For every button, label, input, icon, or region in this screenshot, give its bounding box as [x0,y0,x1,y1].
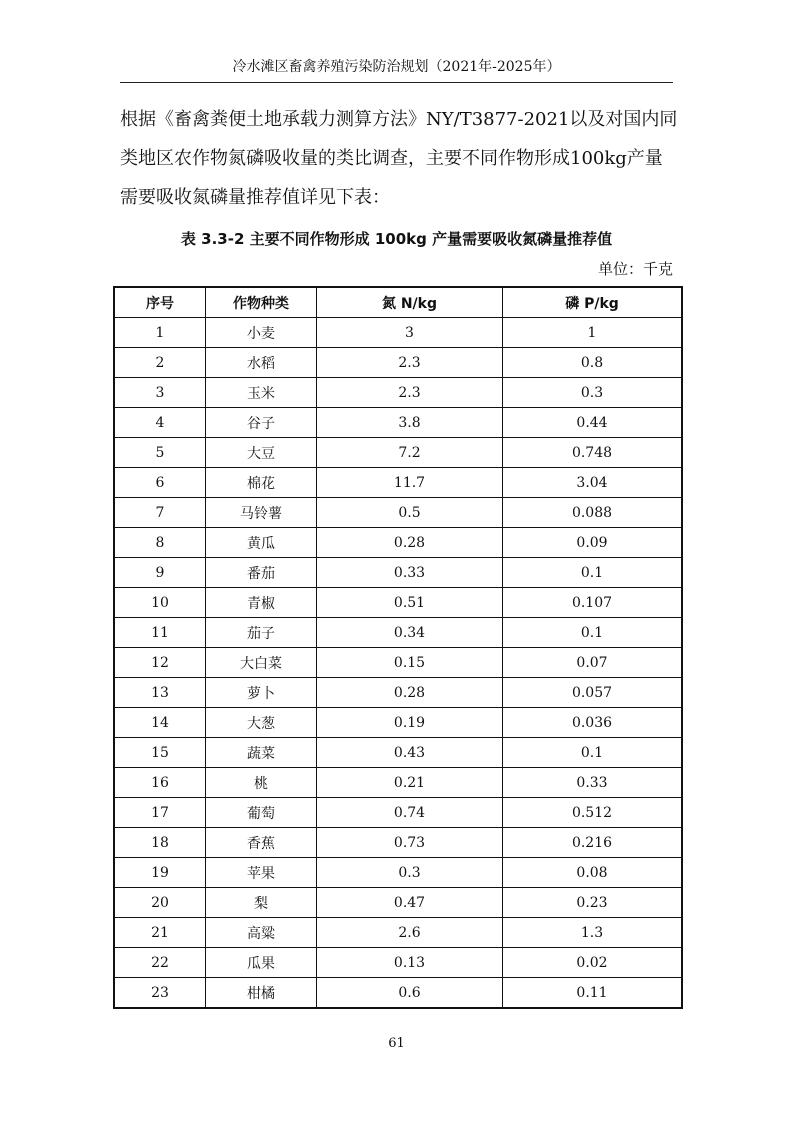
cell-phosphorus: 0.1 [503,618,683,648]
cell-phosphorus: 0.8 [503,348,683,378]
table-row [114,648,682,678]
cell-index: 2 [114,348,206,378]
cell-crop: 青椒 [206,588,317,618]
cell-index: 17 [114,798,206,828]
column-header-nitrogen: 氮 N/kg [317,287,503,318]
cell-index: 8 [114,528,206,558]
cell-phosphorus: 0.088 [503,498,683,528]
column-header-crop: 作物种类 [206,287,317,318]
cell-crop: 茄子 [206,618,317,648]
table-unit-note: 单位：千克 [597,260,673,278]
cell-crop: 萝卜 [206,678,317,708]
cell-phosphorus: 0.512 [503,798,683,828]
cell-crop: 水稻 [206,348,317,378]
cell-nitrogen: 0.43 [317,738,503,768]
table-row [114,318,682,348]
cell-crop: 葡萄 [206,798,317,828]
cell-index: 9 [114,558,206,588]
cell-phosphorus: 0.107 [503,588,683,618]
cell-phosphorus: 0.08 [503,858,683,888]
table-row [114,348,682,378]
body-paragraph: 根据《畜禽粪便土地承载力测算方法》NY/T3877-2021以及对国内同类地区农作物氮磷吸收量的类比调查，主要不同作物形成100kg产量需要吸收氮磷量推荐值详见下表： [120,109,678,208]
cell-nitrogen: 0.3 [317,858,503,888]
cell-index: 3 [114,378,206,408]
table-row [114,978,682,1009]
table-row [114,948,682,978]
cell-nitrogen: 0.13 [317,948,503,978]
cell-index: 13 [114,678,206,708]
cell-crop: 大葱 [206,708,317,738]
cell-crop: 玉米 [206,378,317,408]
cell-nitrogen: 0.47 [317,888,503,918]
cell-phosphorus: 0.1 [503,558,683,588]
cell-nitrogen: 0.33 [317,558,503,588]
cell-phosphorus: 0.11 [503,978,683,1009]
page-number: 61 [388,1036,405,1051]
cell-nitrogen: 0.73 [317,828,503,858]
cell-crop: 柑橘 [206,978,317,1009]
cell-nitrogen: 0.15 [317,648,503,678]
cell-nitrogen: 0.5 [317,498,503,528]
table-row [114,918,682,948]
cell-nitrogen: 3 [317,318,503,348]
column-header-index: 序号 [114,287,206,318]
cell-nitrogen: 11.7 [317,468,503,498]
cell-index: 12 [114,648,206,678]
cell-index: 7 [114,498,206,528]
cell-phosphorus: 0.09 [503,528,683,558]
cell-crop: 番茄 [206,558,317,588]
table-row [114,888,682,918]
cell-crop: 大豆 [206,438,317,468]
cell-nitrogen: 0.74 [317,798,503,828]
cell-phosphorus: 0.1 [503,738,683,768]
cell-index: 10 [114,588,206,618]
cell-index: 20 [114,888,206,918]
cell-crop: 小麦 [206,318,317,348]
table-row [114,828,682,858]
cell-index: 21 [114,918,206,948]
cell-index: 22 [114,948,206,978]
table-row [114,468,682,498]
table-row [114,858,682,888]
cell-nitrogen: 0.28 [317,528,503,558]
column-header-phosphorus: 磷 P/kg [503,287,683,318]
running-header: 冷水滩区畜禽养殖污染防治规划（2021年-2025年） [120,56,673,83]
table-row [114,558,682,588]
table-header-row [114,287,682,318]
cell-phosphorus: 0.3 [503,378,683,408]
cell-crop: 瓜果 [206,948,317,978]
cell-nitrogen: 0.28 [317,678,503,708]
cell-nitrogen: 3.8 [317,408,503,438]
cell-phosphorus: 1 [503,318,683,348]
cell-nitrogen: 0.6 [317,978,503,1009]
table-row [114,378,682,408]
cell-phosphorus: 3.04 [503,468,683,498]
cell-phosphorus: 0.057 [503,678,683,708]
cell-index: 23 [114,978,206,1009]
table-row [114,438,682,468]
table-row [114,588,682,618]
cell-crop: 苹果 [206,858,317,888]
cell-phosphorus: 0.748 [503,438,683,468]
table-row [114,708,682,738]
table-row [114,408,682,438]
cell-index: 4 [114,408,206,438]
cell-nitrogen: 2.3 [317,348,503,378]
cell-phosphorus: 0.216 [503,828,683,858]
cell-index: 19 [114,858,206,888]
cell-nitrogen: 0.21 [317,768,503,798]
cell-crop: 蔬菜 [206,738,317,768]
table-row [114,738,682,768]
cell-index: 16 [114,768,206,798]
cell-crop: 大白菜 [206,648,317,678]
cell-index: 1 [114,318,206,348]
cell-nitrogen: 7.2 [317,438,503,468]
table-row [114,678,682,708]
nutrient-uptake-table [113,286,683,1009]
cell-phosphorus: 0.44 [503,408,683,438]
cell-index: 11 [114,618,206,648]
cell-phosphorus: 0.23 [503,888,683,918]
cell-crop: 高粱 [206,918,317,948]
cell-phosphorus: 1.3 [503,918,683,948]
cell-phosphorus: 0.07 [503,648,683,678]
table-row [114,768,682,798]
cell-crop: 桃 [206,768,317,798]
cell-crop: 棉花 [206,468,317,498]
cell-nitrogen: 2.6 [317,918,503,948]
cell-crop: 梨 [206,888,317,918]
cell-crop: 马铃薯 [206,498,317,528]
table-row [114,528,682,558]
cell-crop: 黄瓜 [206,528,317,558]
table-caption: 表 3.3-2 主要不同作物形成 100kg 产量需要吸收氮磷量推荐值 [180,230,613,248]
cell-nitrogen: 0.34 [317,618,503,648]
cell-nitrogen: 2.3 [317,378,503,408]
cell-phosphorus: 0.02 [503,948,683,978]
table-row [114,798,682,828]
cell-index: 15 [114,738,206,768]
cell-index: 5 [114,438,206,468]
cell-index: 18 [114,828,206,858]
cell-crop: 香蕉 [206,828,317,858]
table-row [114,498,682,528]
cell-index: 6 [114,468,206,498]
cell-phosphorus: 0.036 [503,708,683,738]
cell-index: 14 [114,708,206,738]
cell-phosphorus: 0.33 [503,768,683,798]
cell-nitrogen: 0.51 [317,588,503,618]
cell-crop: 谷子 [206,408,317,438]
cell-nitrogen: 0.19 [317,708,503,738]
table-row [114,618,682,648]
